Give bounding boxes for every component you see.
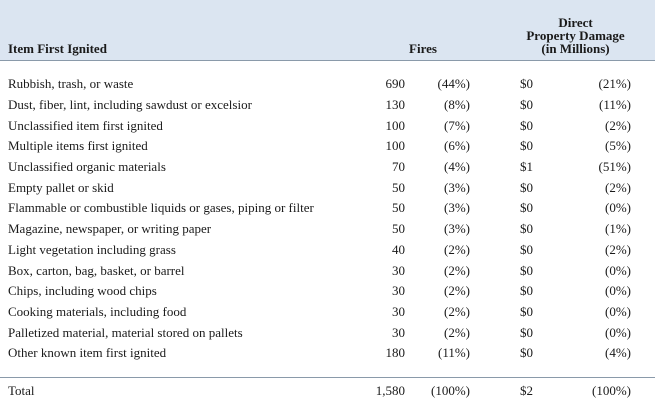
header-item-first-ignited: Item First Ignited xyxy=(0,0,358,61)
header-damage-line2: Property Damage xyxy=(526,28,625,43)
damage-percent-cell: (4%) xyxy=(605,345,632,361)
item-cell: Other known item first ignited xyxy=(8,345,167,361)
damage-percent-cell: (0%) xyxy=(605,283,632,299)
fires-percent-cell: (6%) xyxy=(444,138,471,154)
fires-count-cell: 100 xyxy=(385,138,405,154)
table-row xyxy=(0,95,655,116)
fires-count-cell: 100 xyxy=(385,117,405,133)
damage-amount-cell: $0 xyxy=(520,345,534,361)
spacer-row xyxy=(0,364,655,378)
header-direct-property-damage xyxy=(488,0,655,61)
table-row xyxy=(0,302,655,323)
fires-percent-cell: (2%) xyxy=(444,324,471,340)
damage-percent-cell: (0%) xyxy=(605,262,632,278)
fires-count-cell: 50 xyxy=(392,200,405,216)
damage-percent-cell: (0%) xyxy=(605,303,632,319)
item-cell: Multiple items first ignited xyxy=(8,138,148,154)
table-row xyxy=(0,219,655,240)
item-cell: Box, carton, bag, basket, or barrel xyxy=(8,262,185,278)
damage-percent-cell: (5%) xyxy=(605,138,632,154)
damage-amount-cell: $0 xyxy=(520,324,534,340)
damage-percent-cell: (0%) xyxy=(605,324,632,340)
table-row xyxy=(0,157,655,178)
header-row xyxy=(0,0,655,61)
fires-count-cell: 40 xyxy=(392,241,405,257)
table-row xyxy=(0,260,655,281)
item-cell: Dust, fiber, lint, including sawdust or excelsior xyxy=(8,97,252,113)
total-fires-count: 1,580 xyxy=(358,377,405,404)
fires-count-cell: 50 xyxy=(392,179,405,195)
fires-count-cell: 30 xyxy=(392,324,405,340)
damage-amount-cell: $0 xyxy=(520,97,534,113)
table-row xyxy=(0,240,655,261)
header-damage-line3: (in Millions) xyxy=(541,41,610,56)
damage-amount-cell: $0 xyxy=(520,138,534,154)
fires-percent-cell: (3%) xyxy=(444,179,471,195)
table-row xyxy=(0,322,655,343)
table-row xyxy=(0,281,655,302)
damage-amount-cell: $0 xyxy=(520,200,534,216)
damage-amount-cell: $0 xyxy=(520,179,534,195)
fires-count-cell: 130 xyxy=(385,97,405,113)
item-cell: Magazine, newspaper, or writing paper xyxy=(8,221,212,237)
item-cell: Light vegetation including grass xyxy=(8,241,176,257)
fires-percent-cell: (11%) xyxy=(438,345,471,361)
damage-percent-cell: (2%) xyxy=(605,241,632,257)
fires-percent-cell: (2%) xyxy=(444,241,471,257)
fires-percent-cell: (3%) xyxy=(444,200,471,216)
fires-count-cell: 30 xyxy=(392,262,405,278)
fires-count-cell: 30 xyxy=(392,283,405,299)
header-fires: Fires xyxy=(358,0,488,61)
damage-amount-cell: $0 xyxy=(520,221,534,237)
item-cell: Chips, including wood chips xyxy=(8,283,157,299)
item-cell: Rubbish, trash, or waste xyxy=(8,76,134,92)
damage-amount-cell: $0 xyxy=(520,241,534,257)
table-row xyxy=(0,136,655,157)
fires-percent-cell: (8%) xyxy=(444,97,471,113)
damage-amount-cell: $0 xyxy=(520,262,534,278)
header-damage-line1: Direct xyxy=(558,15,593,30)
table-row xyxy=(0,198,655,219)
damage-amount-cell: $0 xyxy=(520,303,534,319)
fires-count-cell: 30 xyxy=(392,303,405,319)
table-row xyxy=(0,115,655,136)
damage-percent-cell: (1%) xyxy=(605,221,632,237)
item-cell: Cooking materials, including food xyxy=(8,303,187,319)
fires-percent-cell: (7%) xyxy=(444,117,471,133)
item-cell: Unclassified item first ignited xyxy=(8,117,163,133)
damage-percent-cell: (21%) xyxy=(598,76,632,92)
fires-count-cell: 180 xyxy=(385,345,405,361)
fires-percent-cell: (2%) xyxy=(444,262,471,278)
damage-amount-cell: $0 xyxy=(520,117,534,133)
fires-percent-cell: (2%) xyxy=(444,283,471,299)
damage-amount-cell: $0 xyxy=(520,283,534,299)
table-row xyxy=(0,74,655,95)
damage-percent-cell: (2%) xyxy=(605,179,632,195)
spacer-row xyxy=(0,61,655,75)
damage-amount-cell: $0 xyxy=(520,76,534,92)
total-row xyxy=(0,377,655,404)
item-cell: Empty pallet or skid xyxy=(8,179,114,195)
item-cell: Palletized material, material stored on pallets xyxy=(8,324,243,340)
damage-amount-cell: $1 xyxy=(520,159,534,175)
table-row xyxy=(0,343,655,364)
item-cell: Flammable or combustible liquids or gases, piping or filter xyxy=(8,200,314,216)
fires-count-cell: 70 xyxy=(392,159,405,175)
fires-percent-cell: (3%) xyxy=(444,221,471,237)
total-damage-amount: $2 xyxy=(488,377,533,404)
damage-percent-cell: (0%) xyxy=(605,200,632,216)
fires-count-cell: 690 xyxy=(385,76,405,92)
damage-percent-cell: (51%) xyxy=(598,159,632,175)
damage-percent-cell: (11%) xyxy=(599,97,632,113)
table-row xyxy=(0,177,655,198)
damage-percent-cell: (2%) xyxy=(605,117,632,133)
fires-percent-cell: (4%) xyxy=(444,159,471,175)
fires-count-cell: 50 xyxy=(392,221,405,237)
total-label: Total xyxy=(0,377,358,404)
item-cell: Unclassified organic materials xyxy=(8,159,166,175)
fires-percent-cell: (2%) xyxy=(444,303,471,319)
total-damage-percent: (100%) xyxy=(533,377,655,404)
total-fires-percent: (100%) xyxy=(405,377,488,404)
fires-percent-cell: (44%) xyxy=(437,76,471,92)
